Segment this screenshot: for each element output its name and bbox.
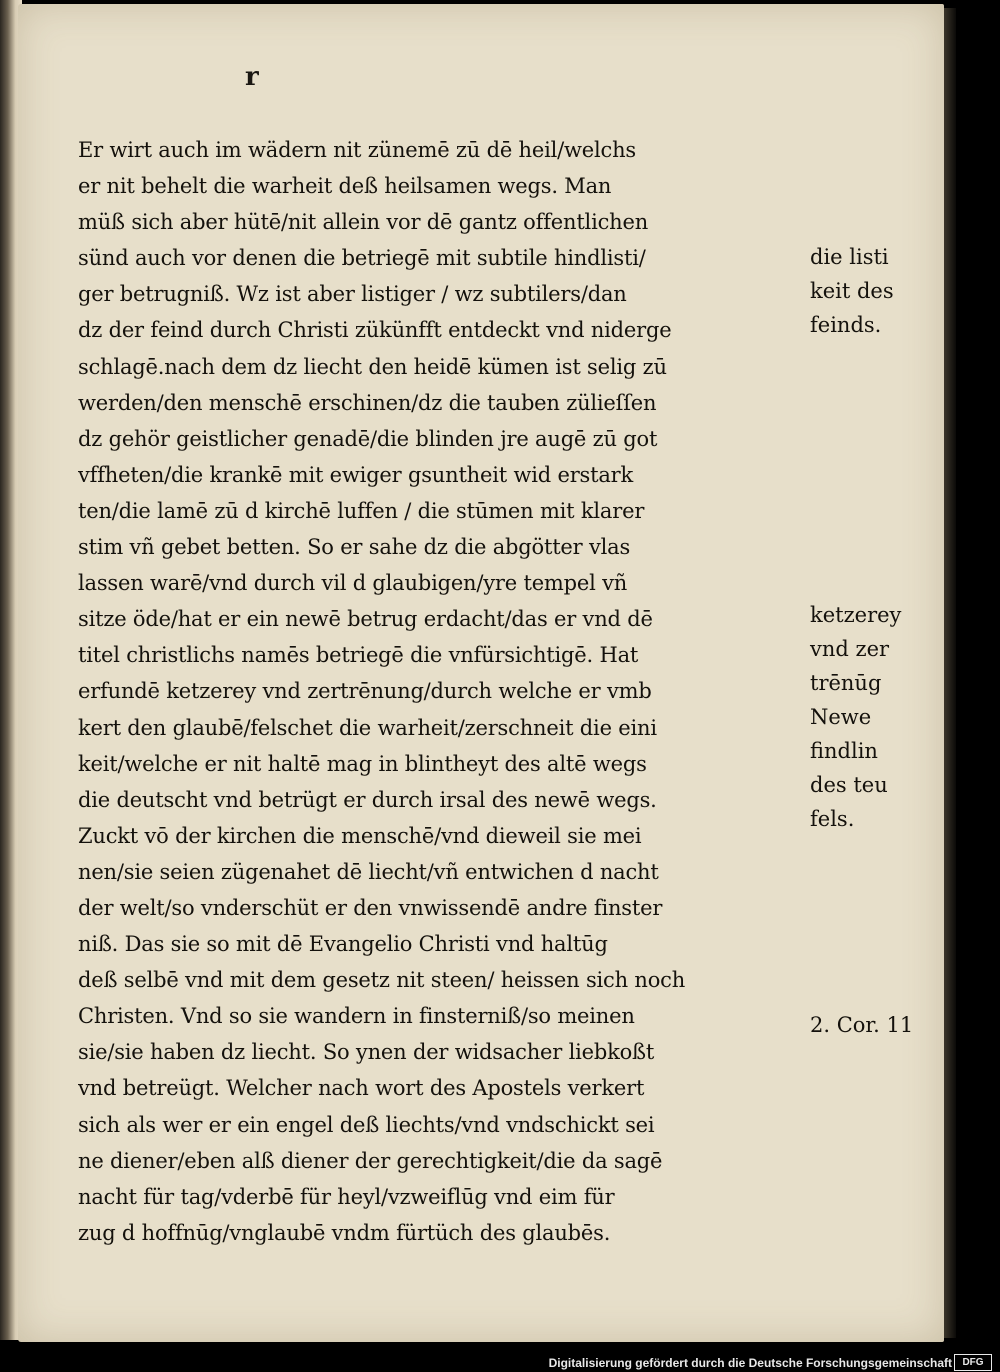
text-line: der welt/so vnderschüt er den vnwissendē andre finster [78,895,663,920]
text-line: nacht für tag/vderbē für heyl/vzweiflūg vnd eim für [78,1184,615,1209]
footer-bar [0,1342,1000,1372]
text-line: dz der feind durch Christi zükünfft entdeckt vnd niderge [78,318,672,343]
text-line: dz gehör geistlicher genadē/die blinden jre augē zū got [78,426,658,451]
text-line: er nit behelt die warheit deß heilsamen wegs. Man [78,174,612,199]
text-line: lassen warē/vnd durch vil d glaubigen/yre tempel vñ [78,571,628,596]
text-line: schlagē.nach dem dz liecht den heidē kümen ist selig zū [78,354,667,379]
text-line: ne diener/eben alß diener der gerechtigkeit/die da sagē [78,1148,663,1173]
text-line: müß sich aber hütē/nit allein vor dē gantz offentlichen [78,210,649,235]
text-line: deß selbē vnd mit dem gesetz nit steen/ heissen sich noch [78,968,686,993]
margin-note-ketzerey [810,598,920,836]
margin-note-line: ketzerey [810,603,902,627]
margin-note-listikeit [810,240,920,342]
margin-note-line: 2. Cor. 11 [810,1013,914,1037]
text-line: niß. Das sie so mit dē Evangelio Christi vnd haltūg [78,932,608,957]
text-line: zug d hoffnūg/vnglaubē vndm fürtüch des glaubēs. [78,1220,611,1245]
text-line: sie/sie haben dz liecht. So ynen der widsacher liebkoßt [78,1040,655,1065]
margin-note-line: vnd zer [810,637,890,661]
text-line: titel christlichs namēs betriegē die vnfürsichtigē. Hat [78,643,639,668]
page-gutter-shadow [944,8,956,1338]
text-line: sich als wer er ein engel deß liechts/vnd vndschickt sei [78,1112,655,1137]
margin-note-line: die listi [810,245,889,269]
margin-note-line: trēnūg [810,671,882,695]
margin-note-line: Newe [810,705,872,729]
text-line: ger betrugniß. Wz ist aber listiger / wz subtilers/dan [78,282,627,307]
text-line: sitze öde/hat er ein newē betrug erdacht/das er vnd dē [78,607,653,632]
text-line: Zuckt vō der kirchen die menschē/vnd dieweil sie mei [78,823,642,848]
text-line: werden/den menschē erschinen/dz die tauben zülieſſen [78,390,657,415]
margin-note-line: feinds. [810,313,882,337]
signature-mark: r [245,62,259,92]
text-line: kert den glaubē/felschet die warheit/zerschneit die eini [78,715,657,740]
text-line: Er wirt auch im wädern nit zünemē zū dē heil/welchs [78,138,636,162]
margin-note-line: findlin [810,739,878,763]
body-text [78,132,808,1251]
text-line: vnd betreügt. Welcher nach wort des Apostels verkert [78,1076,645,1101]
margin-note-line: des teu [810,773,888,797]
text-line: die deutscht vnd betrügt er durch irsal des newē wegs. [78,787,657,812]
margin-note-line: fels. [810,807,855,831]
text-line: Christen. Vnd so sie wandern in finsterniß/so meinen [78,1004,635,1029]
text-line: keit/welche er nit haltē mag in blintheyt des altē wegs [78,751,647,776]
text-line: ten/die lamē zū d kirchē luffen / die stūmen mit klarer [78,498,645,523]
footer-credit: Digitalisierung gefördert durch die Deutsche Forschungsgemeinschaft [548,1356,952,1370]
text-line: erfundē ketzerey vnd zertrēnung/durch welche er vmb [78,679,652,704]
text-line: stim vñ gebet betten. So er sahe dz die abgötter vlas [78,535,631,560]
margin-note-line: keit des [810,279,894,303]
text-line: nen/sie seien zügenahet dē liecht/vñ entwichen d nacht [78,859,659,884]
dfg-logo: DFG [954,1354,992,1371]
text-line: sünd auch vor denen die betriegē mit subtile hindlisti/ [78,246,646,271]
text-line: vffheten/die krankē mit ewiger gsuntheit wid erstark [78,462,634,487]
margin-note-corinthians [810,1008,920,1042]
